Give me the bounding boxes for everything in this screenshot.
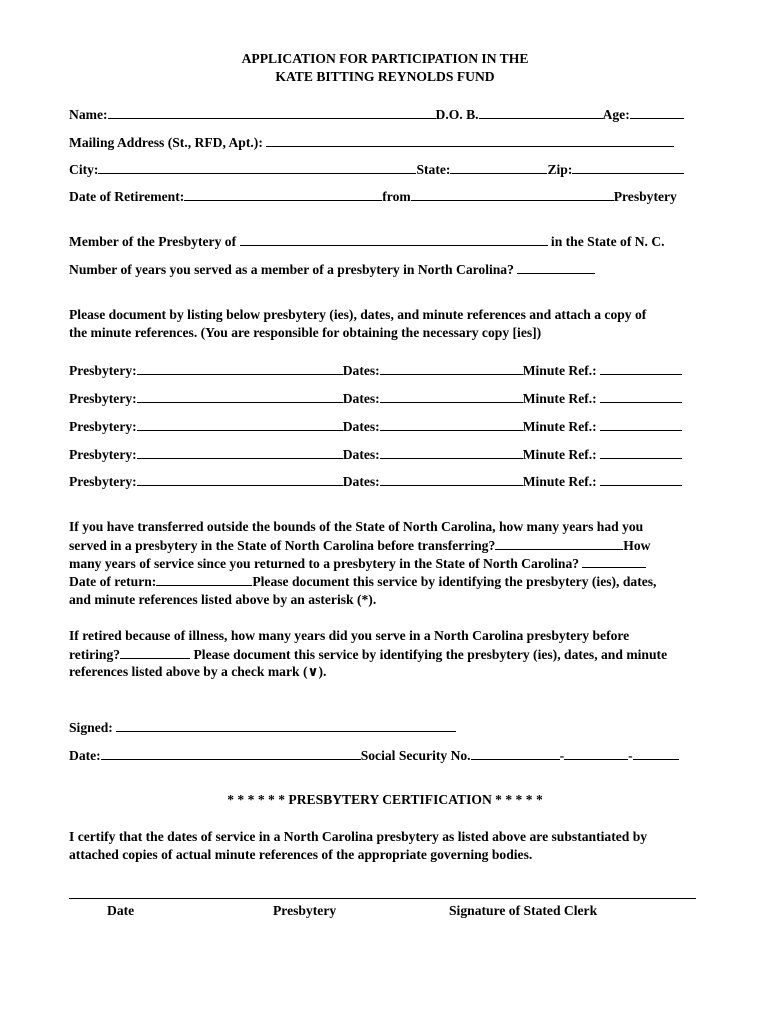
dob-label: D.O. B.: [435, 107, 479, 122]
record-minute-field[interactable]: [600, 362, 682, 375]
name-label: Name:: [69, 107, 108, 122]
record-dates-label: Dates:: [342, 419, 380, 434]
record-minute-label: Minute Ref.:: [522, 447, 597, 462]
clerk-signature-line[interactable]: [69, 898, 696, 899]
retiring-label: retiring?: [69, 647, 121, 662]
cert-presbytery-caption: Presbytery: [273, 903, 337, 918]
illness-line-1: If retired because of illness, how many years did you serve in a North Carolina presbytery before: [69, 628, 630, 643]
transfer-line-2: [69, 537, 650, 554]
record-presbytery-label: Presbytery:: [69, 363, 137, 378]
return-date-field[interactable]: [156, 573, 252, 586]
from-label: from: [382, 189, 411, 204]
ssn-part-1[interactable]: [471, 747, 560, 760]
presbytery-label: Presbytery: [613, 189, 677, 204]
city-field[interactable]: [98, 161, 416, 174]
transfer-line-3: [69, 555, 646, 572]
mailing-label: Mailing Address (St., RFD, Apt.):: [69, 135, 263, 150]
cert-date-caption: Date: [107, 903, 135, 918]
ssn-dash-1: -: [559, 748, 565, 763]
mailing-row: [69, 134, 674, 151]
years-served-field[interactable]: [517, 261, 595, 274]
record-row: [69, 362, 682, 379]
years-row: [69, 261, 595, 278]
member-row: [69, 233, 665, 250]
record-minute-field[interactable]: [600, 473, 682, 486]
record-presbytery-label: Presbytery:: [69, 391, 137, 406]
record-presbytery-field[interactable]: [137, 446, 343, 459]
record-presbytery-label: Presbytery:: [69, 447, 137, 462]
state-field[interactable]: [450, 161, 547, 174]
retirement-label: Date of Retirement:: [69, 189, 185, 204]
record-minute-field[interactable]: [600, 390, 682, 403]
record-dates-field[interactable]: [380, 446, 523, 459]
retirement-date-field[interactable]: [184, 188, 382, 201]
zip-field[interactable]: [572, 161, 684, 174]
record-presbytery-field[interactable]: [137, 473, 343, 486]
signed-row: [69, 719, 456, 736]
retirement-row: [69, 188, 677, 205]
illness-years-field[interactable]: [120, 646, 190, 659]
age-field[interactable]: [630, 106, 684, 119]
years-before-transfer-field[interactable]: [495, 537, 623, 550]
state-suffix: in the State of N. C.: [550, 234, 665, 249]
record-presbytery-label: Presbytery:: [69, 474, 137, 489]
return-date-label: Date of return:: [69, 574, 157, 589]
record-minute-label: Minute Ref.:: [522, 474, 597, 489]
record-dates-field[interactable]: [380, 390, 523, 403]
ssn-part-3[interactable]: [633, 747, 679, 760]
zip-label: Zip:: [547, 162, 573, 177]
title-line-1: APPLICATION FOR PARTICIPATION IN THE: [241, 51, 529, 66]
transfer-line-4: [69, 573, 656, 590]
transfer-question-since: many years of service since you returned to a presbytery in the State of North Carolina?: [69, 556, 580, 571]
illness-line-2: [69, 646, 667, 663]
record-presbytery-field[interactable]: [137, 390, 343, 403]
certification-line-2: attached copies of actual minute references of the appropriate governing bodies.: [69, 847, 533, 862]
name-row: [69, 106, 684, 123]
record-row: [69, 418, 682, 435]
record-presbytery-field[interactable]: [137, 418, 343, 431]
record-dates-label: Dates:: [342, 447, 380, 462]
record-dates-field[interactable]: [380, 362, 523, 375]
record-dates-label: Dates:: [342, 474, 380, 489]
illness-line-3: references listed above by a check mark (∨).: [69, 664, 327, 679]
ssn-part-2[interactable]: [564, 747, 628, 760]
record-row: [69, 473, 682, 490]
retirement-presbytery-field[interactable]: [411, 188, 614, 201]
date-ssn-row: [69, 747, 679, 764]
record-presbytery-label: Presbytery:: [69, 419, 137, 434]
member-of-label: Member of the Presbytery of: [69, 234, 237, 249]
years-question: Number of years you served as a member of a presbytery in North Carolina?: [69, 262, 514, 277]
record-row: [69, 390, 682, 407]
record-dates-label: Dates:: [342, 363, 380, 378]
transfer-line-1: If you have transferred outside the bounds of the State of North Carolina, how many years had you: [69, 519, 644, 534]
certification-heading: * * * * * * PRESBYTERY CERTIFICATION * * * * *: [227, 792, 543, 807]
illness-instruction: Please document this service by identifying the presbytery (ies), dates, and minute: [193, 647, 668, 662]
dob-field[interactable]: [479, 106, 603, 119]
cert-signature-caption: Signature of Stated Clerk: [449, 903, 598, 918]
name-field[interactable]: [108, 106, 436, 119]
record-minute-label: Minute Ref.:: [522, 419, 597, 434]
sign-date-field[interactable]: [101, 747, 361, 760]
city-label: City:: [69, 162, 99, 177]
signed-label: Signed:: [69, 720, 113, 735]
transfer-question-before: served in a presbytery in the State of North Carolina before transferring?: [69, 538, 496, 553]
instructions-line-2: the minute references. (You are responsible for obtaining the necessary copy [ies]): [69, 325, 542, 340]
certification-line-1: I certify that the dates of service in a North Carolina presbytery as listed above are substantiated by: [69, 829, 648, 844]
state-label: State:: [416, 162, 451, 177]
transfer-how: How: [623, 538, 651, 553]
record-minute-field[interactable]: [600, 446, 682, 459]
sign-date-label: Date:: [69, 748, 101, 763]
signature-field[interactable]: [116, 719, 456, 732]
record-row: [69, 446, 682, 463]
record-minute-label: Minute Ref.:: [522, 391, 597, 406]
record-dates-label: Dates:: [342, 391, 380, 406]
city-row: [69, 161, 684, 178]
title-line-2: KATE BITTING REYNOLDS FUND: [275, 69, 495, 84]
record-minute-field[interactable]: [600, 418, 682, 431]
record-dates-field[interactable]: [380, 418, 523, 431]
transfer-instruction: Please document this service by identifying the presbytery (ies), dates,: [252, 574, 657, 589]
record-dates-field[interactable]: [380, 473, 523, 486]
record-presbytery-field[interactable]: [137, 362, 343, 375]
ssn-label: Social Security No.: [360, 748, 471, 763]
age-label: Age:: [602, 107, 630, 122]
mailing-address-field[interactable]: [266, 134, 674, 147]
transfer-line-5: and minute references listed above by an asterisk (*).: [69, 592, 377, 607]
member-presbytery-field[interactable]: [240, 233, 548, 246]
years-since-return-field[interactable]: [582, 555, 646, 568]
record-minute-label: Minute Ref.:: [522, 363, 597, 378]
ssn-dash-2: -: [628, 748, 633, 763]
instructions-line-1: Please document by listing below presbytery (ies), dates, and minute references and attach a copy of: [69, 307, 647, 322]
